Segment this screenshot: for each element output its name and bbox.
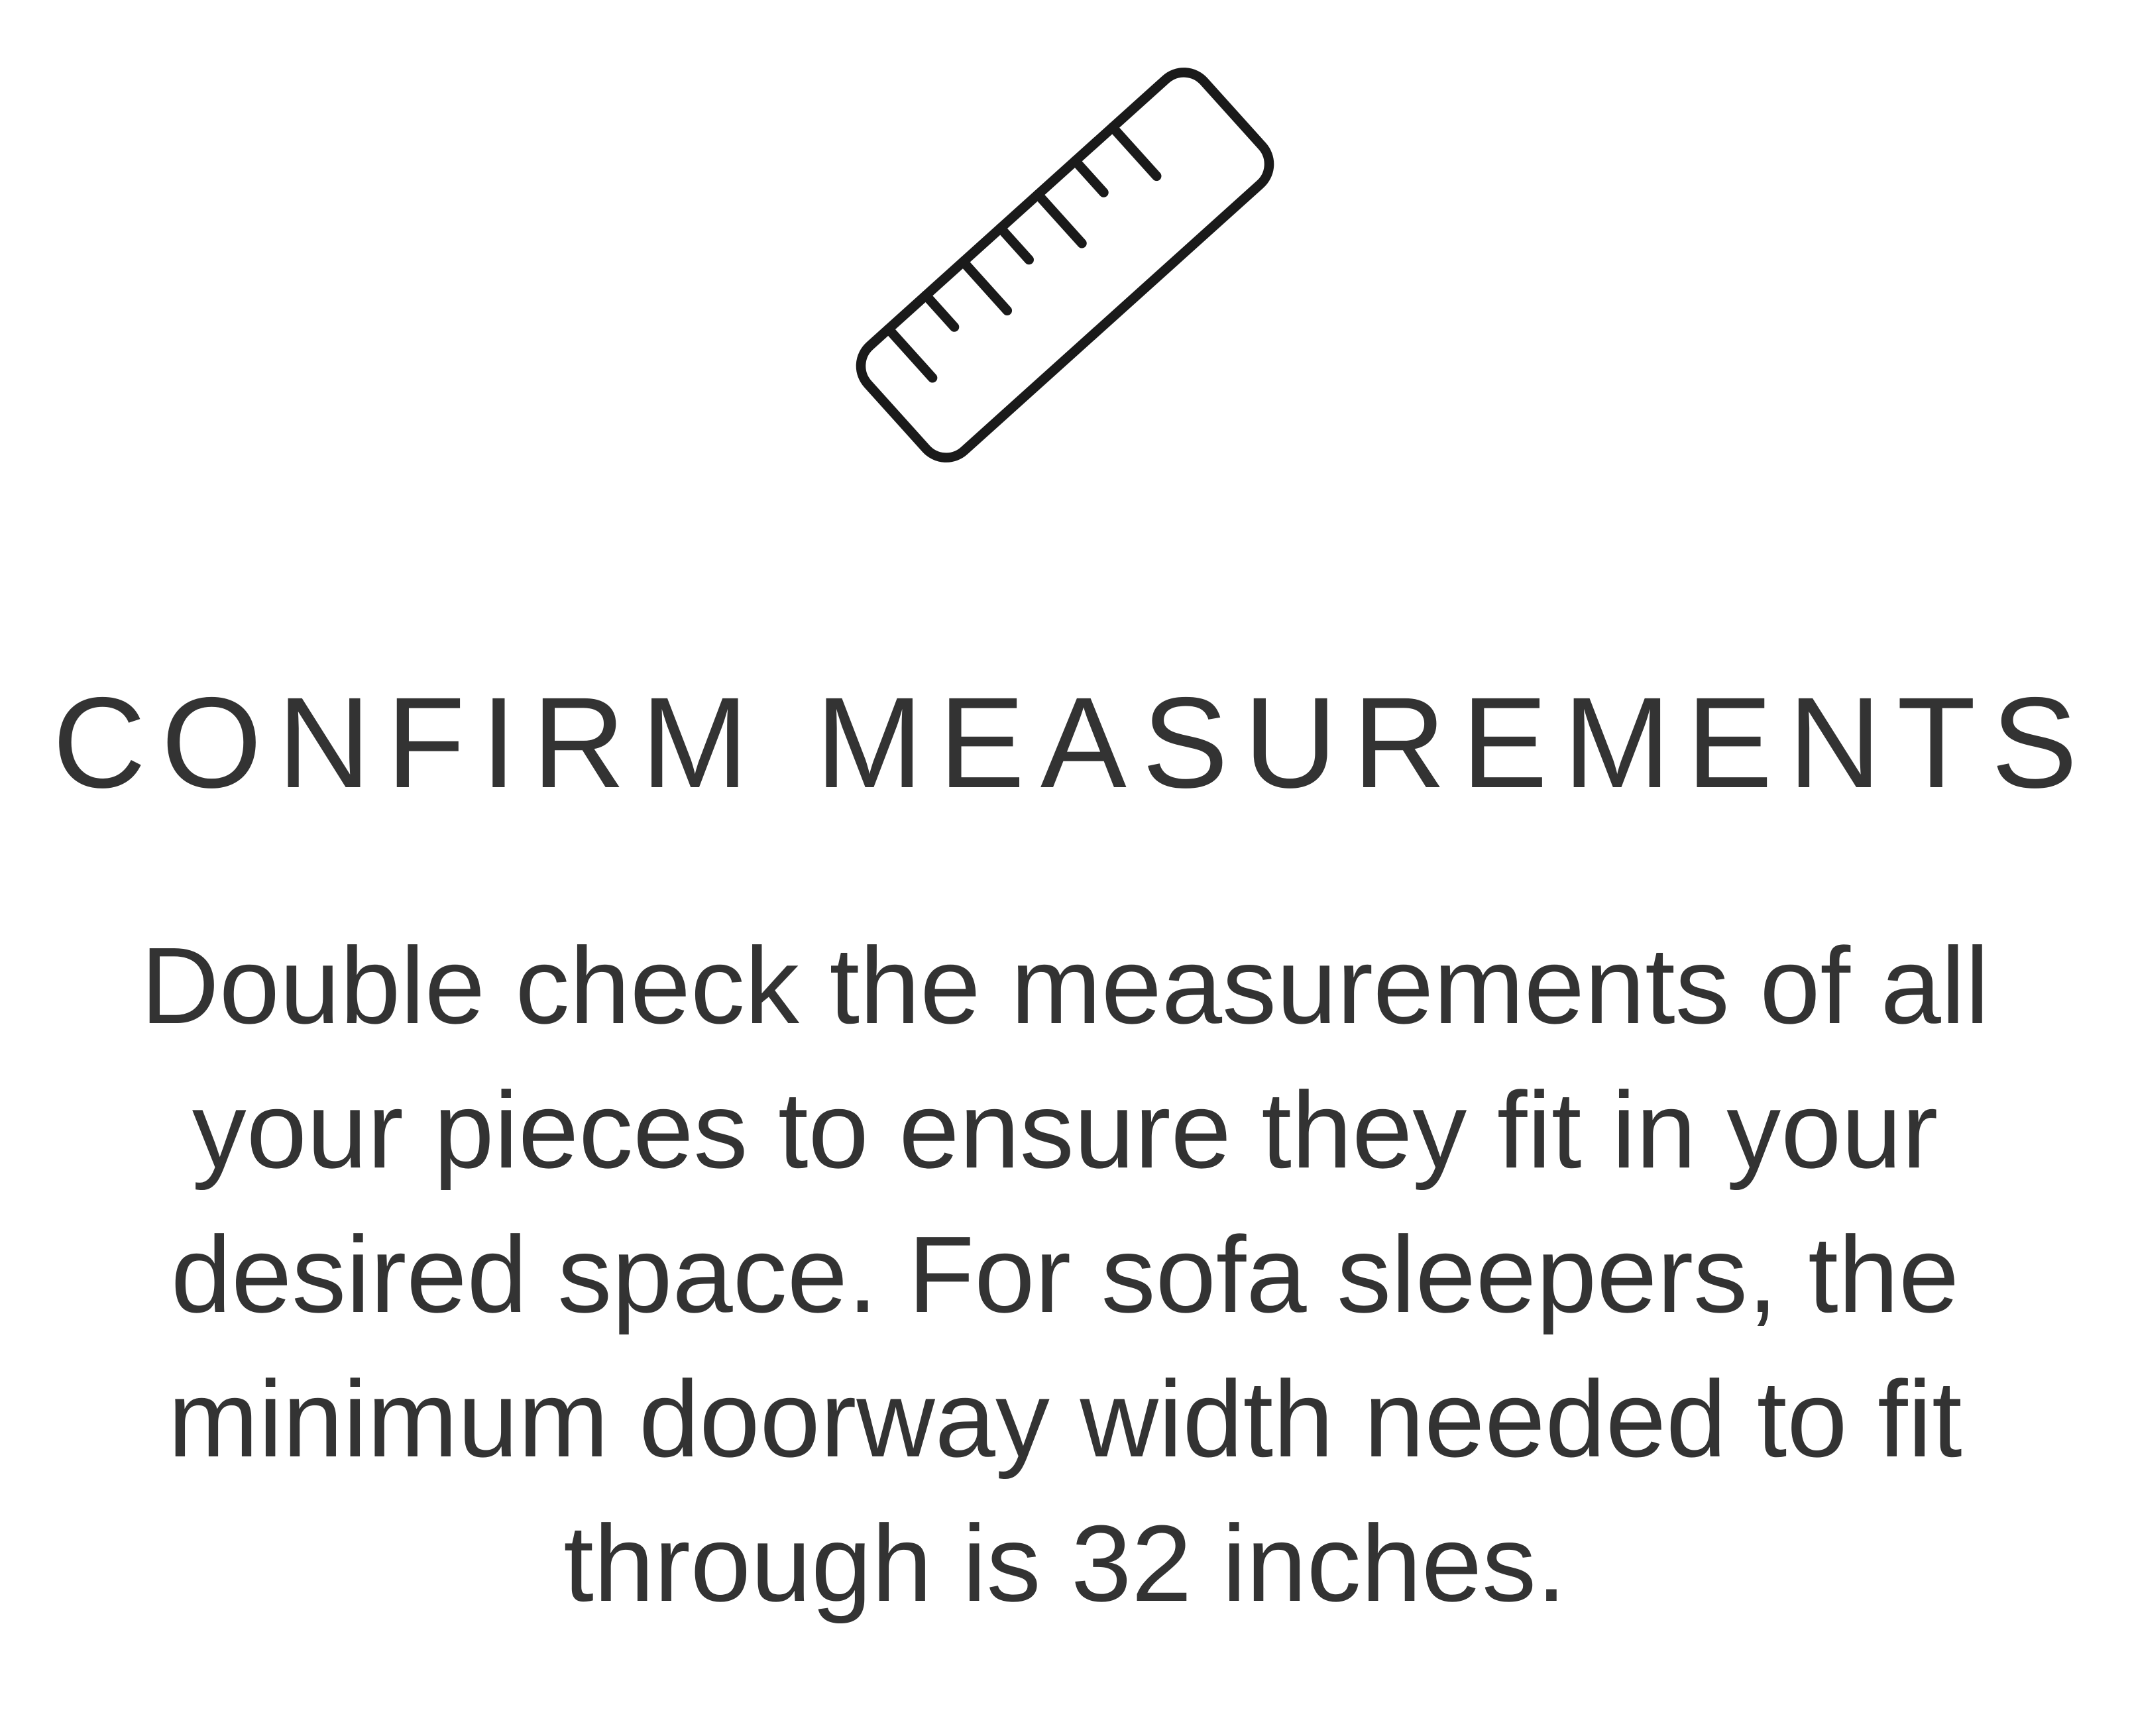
section-description	[0, 914, 2130, 1636]
ruler-icon-graphic	[833, 33, 1297, 497]
confirm-measurements-section	[0, 33, 2130, 1636]
ruler-icon	[833, 33, 1297, 497]
description-line-5: through is 32 inches.	[563, 1503, 1567, 1624]
section-heading: CONFIRM MEASUREMENTS	[52, 671, 2094, 815]
description-line-1: Double check the measurements of all	[140, 925, 1990, 1046]
description-line-4: minimum doorway width needed to fit	[168, 1358, 1962, 1480]
description-line-3: desired space. For sofa sleepers, the	[170, 1214, 1960, 1335]
description-line-2: your pieces to ensure they fit in your	[192, 1069, 1938, 1191]
